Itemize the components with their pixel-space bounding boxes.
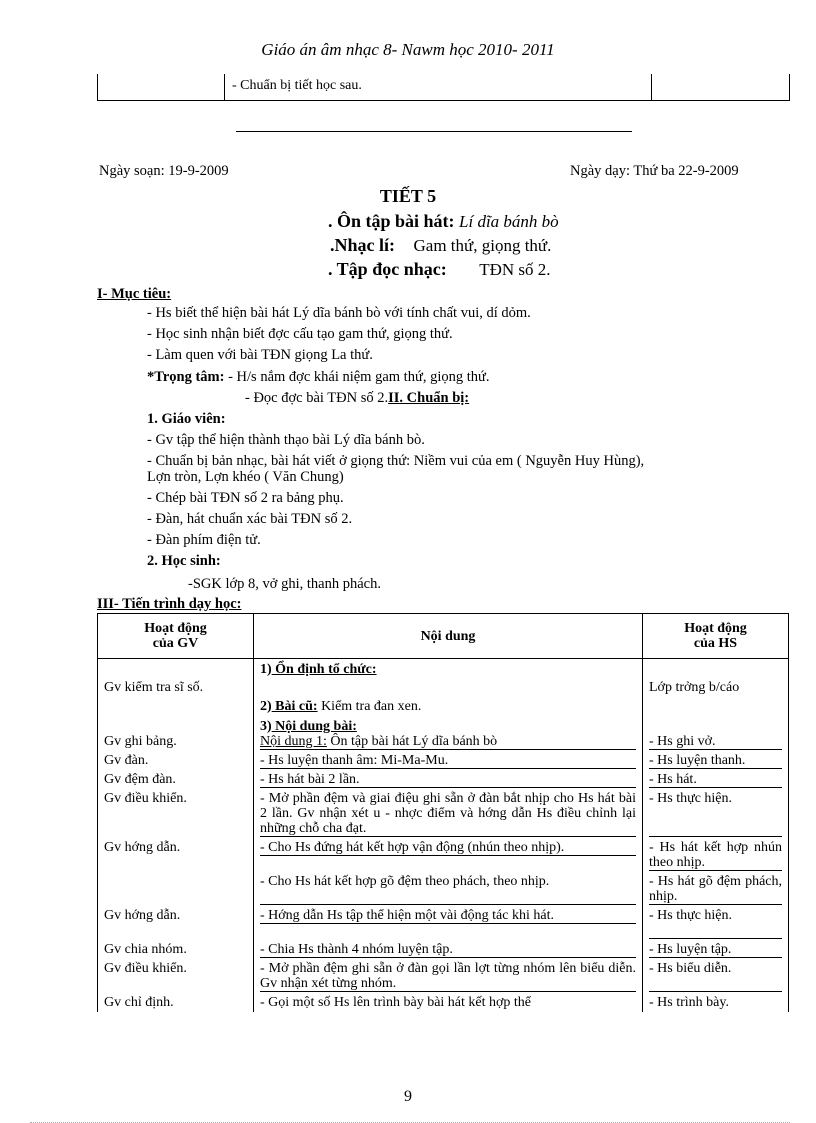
content-text: - Chia Hs thành 4 nhóm luyện tập.: [260, 942, 636, 958]
hs-text: - Hs hát kết hợp nhún theo nhịp.: [649, 840, 782, 870]
topic-1-label: . Ôn tập bài hát:: [328, 211, 455, 231]
content-cell: [254, 714, 643, 734]
topic-2-value: Gam thứ, giọng thứ.: [413, 236, 552, 255]
gv-cell: Gv hớng dẫn.: [98, 908, 254, 939]
hs-text: - Hs hát gõ đệm phách, nhịp.: [649, 874, 782, 904]
focus-line-1: [147, 369, 489, 386]
table-row: [98, 874, 789, 905]
hs-cell: [643, 734, 789, 750]
gv-cell: Gv ghi bảng.: [98, 734, 254, 750]
table-row: [98, 791, 789, 837]
column-divider: [224, 74, 225, 100]
content-cell: [254, 908, 643, 939]
gv-cell: [98, 874, 254, 905]
teach-date: Ngày dạy: Thứ ba 22-9-2009: [570, 163, 739, 179]
hs-text: - Hs thực hiện.: [649, 908, 782, 939]
topic-2-label: .Nhạc lí:: [330, 235, 395, 255]
content-cell: [254, 734, 643, 750]
gv-cell: Gv đàn.: [98, 753, 254, 769]
topic-1: [328, 211, 559, 232]
teacher-item-3: - Chép bài TĐN số 2 ra bảng phụ.: [147, 490, 344, 506]
hs-cell: [643, 908, 789, 939]
objective-3: - Làm quen với bài TĐN giọng La thứ.: [147, 347, 373, 363]
header-gv: [98, 614, 254, 659]
hs-text: - Hs luyện thanh.: [649, 753, 782, 769]
hs-cell: [643, 772, 789, 788]
table-row: [98, 695, 789, 714]
table-row: [98, 753, 789, 769]
topic-2: [330, 235, 551, 256]
focus-line-2: [245, 390, 469, 407]
content-cell: [254, 695, 643, 714]
header-content: [254, 614, 643, 659]
student-item: -SGK lớp 8, vở ghi, thanh phách.: [188, 576, 381, 592]
content-cell: [254, 942, 643, 958]
header-hs: [643, 614, 789, 659]
table-row: [98, 942, 789, 958]
topic-3-value: TĐN số 2.: [479, 260, 551, 279]
hs-text: - Hs biểu diễn.: [649, 961, 782, 992]
table-header-row: [98, 614, 789, 659]
topic-1-value: Lí dĩa bánh bò: [459, 212, 559, 231]
content-heading: Nội dung 1:: [260, 734, 327, 749]
previous-row-text: - Chuẩn bị tiết học sau.: [232, 78, 362, 93]
content-cell: [254, 677, 643, 695]
hs-cell: [643, 659, 789, 678]
header-hs-line1: Hoạt động: [684, 621, 747, 636]
content-cell: [254, 961, 643, 992]
gv-cell: Gv chỉ định.: [98, 995, 254, 1012]
gv-cell: Gv điều khiển.: [98, 791, 254, 837]
gv-cell: Gv chia nhóm.: [98, 942, 254, 958]
gv-cell: [98, 659, 254, 678]
content-label: 1): [260, 662, 272, 677]
section-3-title-text: III- Tiến trình dạy học:: [97, 596, 242, 612]
teacher-title: 1. Giáo viên:: [147, 411, 226, 427]
hs-cell: [643, 791, 789, 837]
content-cell: [254, 659, 643, 678]
hs-cell: [643, 874, 789, 905]
table-row: [98, 677, 789, 695]
content-label: 2): [260, 699, 272, 714]
gv-cell: [98, 695, 254, 714]
content-text: - Cho Hs đứng hát kết hợp vận động (nhún theo nhịp).: [260, 840, 636, 856]
teacher-item-4: - Đàn, hát chuẩn xác bài TĐN số 2.: [147, 511, 353, 527]
focus-text-1: - H/s nắm đợc khái niệm gam thứ, giọng thứ.: [228, 369, 490, 385]
lesson-title: TIẾT 5: [379, 186, 437, 206]
table-row: [98, 714, 789, 734]
prep-date: Ngày soạn: 19-9-2009: [99, 163, 229, 179]
separator-line: [236, 131, 632, 132]
hs-cell: Lớp trởng b/cáo: [643, 677, 789, 695]
content-cell: [254, 874, 643, 905]
hs-text: - Hs hát.: [649, 772, 782, 788]
content-cell: [254, 791, 643, 837]
content-heading: Nội dung bài:: [271, 719, 357, 734]
header-gv-line1: Hoạt động: [144, 621, 207, 636]
objective-2: - Học sinh nhận biết đợc cấu tạo gam thứ, giọng thứ.: [147, 326, 453, 342]
content-text: - Hs hát bài 2 lần.: [260, 772, 636, 788]
content-text: - Hớng dẫn Hs tập thể hiện một vài động tác khi hát.: [260, 908, 636, 924]
hs-cell: [643, 942, 789, 958]
header-hs-line2: của HS: [693, 636, 738, 651]
gv-cell: [98, 714, 254, 734]
gv-cell: Gv đệm đàn.: [98, 772, 254, 788]
table-row: [98, 995, 789, 1012]
hs-cell: [643, 695, 789, 714]
content-text: - Hs luyện thanh âm: Mi-Ma-Mu.: [260, 753, 636, 769]
content-cell: - Gọi một số Hs lên trình bày bài hát kết hợp thể: [254, 995, 643, 1012]
hs-text: - Hs luyện tập.: [649, 942, 782, 958]
teacher-item-2: - Chuẩn bị bản nhạc, bài hát viết ở giọng thứ: Niềm vui của em ( Nguyễn Huy Hùng),: [147, 453, 645, 469]
focus-label: *Trọng tâm:: [147, 369, 225, 385]
hs-text: - Hs thực hiện.: [649, 791, 782, 837]
teacher-item-1: - Gv tập thể hiện thành thạo bài Lý dĩa bánh bò.: [147, 432, 425, 448]
teacher-item-5: - Đàn phím điện tử.: [147, 532, 261, 548]
content-label: 3): [260, 719, 272, 734]
hs-cell: [643, 753, 789, 769]
objective-1: - Hs biết thể hiện bài hát Lý dĩa bánh bò với tính chất vui, dí dỏm.: [147, 305, 531, 321]
section-1-title: [97, 286, 171, 303]
hs-text: - Hs ghi vở.: [649, 734, 782, 750]
table-row: [98, 840, 789, 871]
section-2-title: II. Chuẩn bị:: [388, 390, 470, 406]
table-row: [98, 908, 789, 939]
content-text: - Cho Hs hát kết hợp gõ đệm theo phách, theo nhịp.: [260, 874, 636, 905]
content-heading: Ổn định tổ chức:: [271, 662, 377, 677]
content-cell: [254, 753, 643, 769]
content-text: Ôn tập bài hát Lý dĩa bánh bò: [326, 734, 498, 749]
student-title: 2. Học sinh:: [147, 553, 221, 569]
gv-cell: Gv điều khiển.: [98, 961, 254, 992]
gv-cell: Gv kiểm tra sĩ số.: [98, 677, 254, 695]
content-cell: [254, 840, 643, 871]
content-text: - Mở phần đệm ghi sẵn ở đàn gọi lần lợt từng nhóm lên biểu diễn. Gv nhận xét từng nhóm.: [260, 961, 636, 991]
hs-cell: [643, 714, 789, 734]
teacher-item-2-cont: Lợn tròn, Lợn khéo ( Văn Chung): [147, 469, 344, 485]
topic-3-label: . Tập đọc nhạc:: [328, 259, 447, 279]
table-row: [98, 659, 789, 678]
section-3-title: [97, 596, 242, 613]
table-row: [98, 772, 789, 788]
content-heading: Bài cũ:: [271, 699, 318, 714]
table-row: [98, 961, 789, 992]
content-text: - Mở phần đệm và giai điệu ghi sẵn ở đàn bắt nhịp cho Hs hát bài 2 lần. Gv nhận xét u - nhợc điểm và hớng dẫn Hs điều chỉnh lại những chỗ cha đạt.: [260, 791, 636, 836]
hs-cell: [643, 840, 789, 871]
gv-cell: Gv hớng dẫn.: [98, 840, 254, 871]
section-1-title-text: I- Mục tiêu:: [97, 286, 172, 302]
header-gv-line2: của GV: [152, 636, 199, 651]
column-divider: [651, 74, 652, 100]
lesson-plan-table: [97, 613, 789, 1012]
topic-3: [328, 259, 551, 280]
focus-text-2: - Đọc đợc bài TĐN số 2.: [245, 390, 389, 406]
content-text: Kiểm tra đan xen.: [317, 699, 422, 714]
content-cell: [254, 772, 643, 788]
table-row: [98, 734, 789, 750]
header-content-text: Nội dung: [420, 628, 476, 644]
page-number: 9: [404, 1088, 412, 1105]
hs-cell: - Hs trình bày.: [643, 995, 789, 1012]
page-header: Giáo án âm nhạc 8- Nawm học 2010- 2011: [261, 40, 555, 59]
hs-cell: [643, 961, 789, 992]
previous-table-row: [97, 74, 790, 101]
